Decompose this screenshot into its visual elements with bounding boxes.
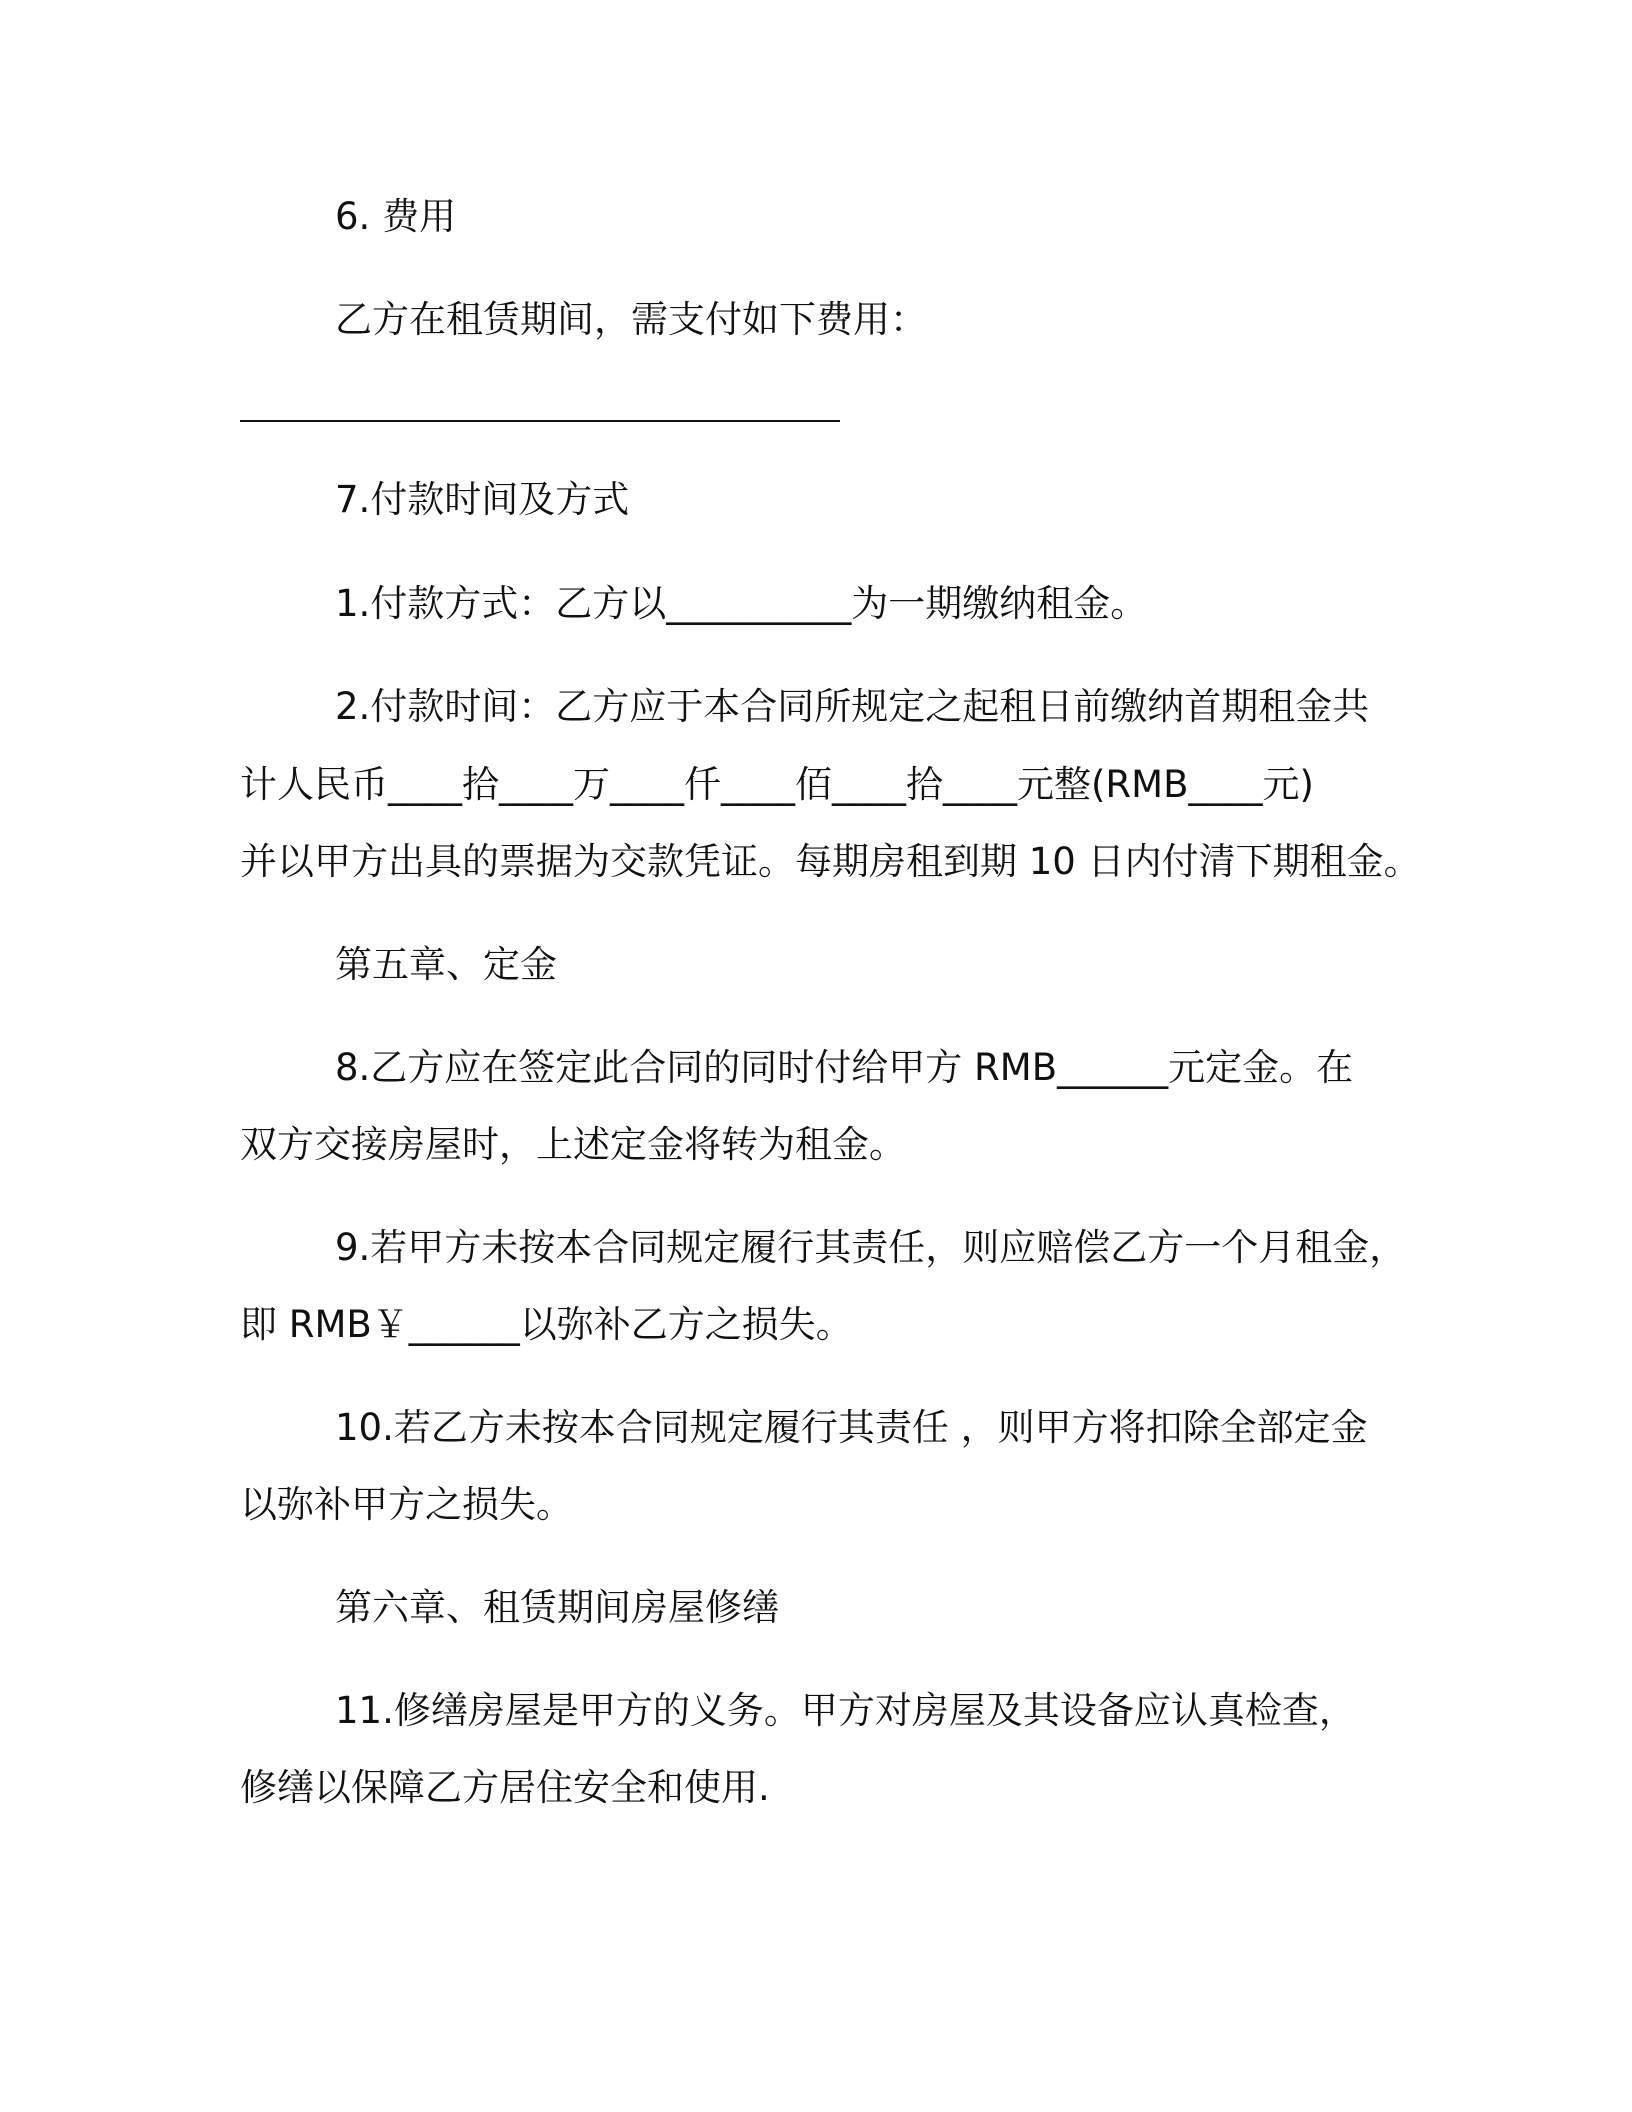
chapter-6-heading: 第六章、租赁期间房屋修缮 [335, 1586, 779, 1629]
clause-8-line-2: 双方交接房屋时，上述定金将转为租金。 [240, 1123, 906, 1166]
clause-10-line-1: 10.若乙方未按本合同规定履行其责任 ，则甲方将扣除全部定金 [335, 1406, 1368, 1449]
section-6-heading: 6. 费用 [335, 195, 457, 238]
clause-11-line-2: 修缮以保障乙方居住安全和使用. [240, 1766, 770, 1809]
clause-2-line-1: 2.付款时间：乙方应于本合同所规定之起租日前缴纳首期租金共 [335, 685, 1370, 728]
clause-10-line-2: 以弥补甲方之损失。 [240, 1483, 573, 1526]
section-6-text: 乙方在租赁期间，需支付如下费用： [335, 298, 927, 341]
clause-9-line-2: 即 RMB￥______以弥补乙方之损失。 [240, 1303, 853, 1346]
chapter-5-heading: 第五章、定金 [335, 943, 557, 986]
clause-9-line-1: 9.若甲方未按本合同规定履行其责任，则应赔偿乙方一个月租金， [335, 1226, 1407, 1269]
fill-in-blank-line [240, 420, 840, 422]
clause-2-line-2: 计人民币____拾____万____仟____佰____拾____元整(RMB____元) [240, 763, 1314, 806]
clause-2-line-3: 并以甲方出具的票据为交款凭证。每期房租到期 10 日内付清下期租金。 [240, 840, 1421, 883]
section-7-heading: 7.付款时间及方式 [335, 478, 630, 521]
clause-8-line-1: 8.乙方应在签定此合同的同时付给甲方 RMB______元定金。在 [335, 1046, 1354, 1089]
clause-11-line-1: 11.修缮房屋是甲方的义务。甲方对房屋及其设备应认真检查， [335, 1689, 1356, 1732]
clause-1-payment-method: 1.付款方式：乙方以__________为一期缴纳租金。 [335, 582, 1148, 625]
